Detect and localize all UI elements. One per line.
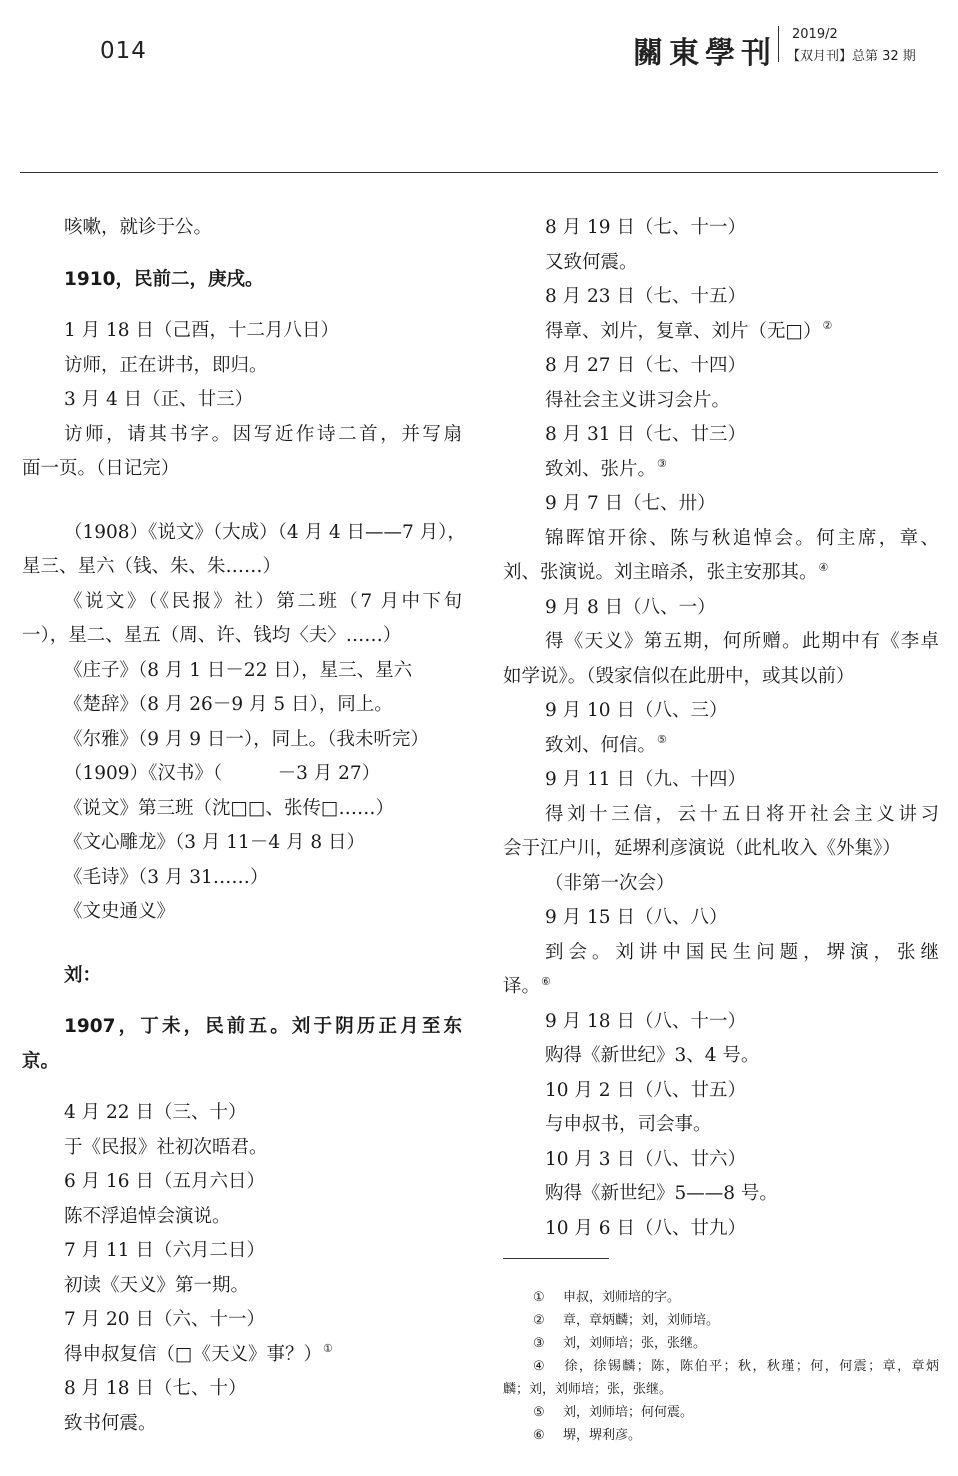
- text-line: 如学说》。（毁家信似在此册中，或其以前）: [503, 665, 855, 687]
- date-line: 7 月 20 日（六、十一）: [64, 1309, 265, 1330]
- text-line: [503, 556, 939, 591]
- course-line: （1908）《说文》（大成）（4 月 4 日——7 月），: [64, 521, 466, 543]
- course-line: 一），星二、星五（周、许、钱均〈夫〉……）: [22, 625, 402, 646]
- footnote-mark: ②: [533, 1313, 545, 1328]
- text-span: 得申叔复信（□《天义》事？）: [64, 1343, 322, 1365]
- text-line: 访师，请其书字。因写近作诗二首，并写扇: [64, 423, 462, 445]
- footnote-text: 刘，刘师培；何何震。: [563, 1405, 694, 1420]
- footnote-text: 堺，堺利彦。: [563, 1428, 642, 1443]
- footnote-ref: ③: [657, 457, 667, 471]
- footnote-text: 徐，徐锡麟；陈，陈伯平；秋，秋瑾；何，何震；章，章炳: [563, 1359, 939, 1374]
- text-line: [503, 453, 939, 488]
- course-line: 《说文》（《民报》社）第二班（7 月中下旬: [64, 590, 462, 612]
- text-span: 译。: [503, 976, 541, 997]
- footnote-mark: ⑥: [533, 1428, 545, 1443]
- text-line: 购得《新世纪》5——8 号。: [545, 1183, 778, 1204]
- date-line: 9 月 10 日（八、三）: [545, 700, 728, 721]
- text-span: 刘、张演说。刘主暗杀，张主安那其。: [503, 562, 818, 583]
- footnote-mark: ④: [533, 1359, 545, 1374]
- date-line: 9 月 18 日（八、十一）: [545, 1010, 746, 1032]
- footnote-mark: ①: [533, 1290, 545, 1305]
- date-line: 3 月 4 日（正、廿三）: [64, 389, 254, 410]
- text-span: 致刘、何信。: [545, 734, 657, 756]
- issue-year: 2019/2: [792, 27, 838, 42]
- text-line: 面一页。（日记完）: [22, 458, 180, 479]
- header-rule: [20, 172, 938, 173]
- text-line: 陈不浮追悼会演说。: [64, 1205, 231, 1227]
- date-line: 8 月 23 日（七、十五）: [545, 286, 746, 307]
- footnote-ref: ①: [322, 1342, 333, 1356]
- footnote: [503, 1309, 939, 1332]
- header-divider: [778, 26, 779, 62]
- date-line: 8 月 31 日（七、廿三）: [545, 424, 746, 445]
- footnote-ref: ⑥: [541, 974, 551, 988]
- date-line: 9 月 7 日（七、卅）: [545, 493, 716, 514]
- text-line: [503, 315, 939, 350]
- text-line: [22, 1338, 462, 1373]
- text-line: 得《天义》第五期，何所赠。此期中有《李卓: [545, 631, 939, 652]
- course-line: 《尔雅》（9 月 9 日一），同上。（我未听完）: [64, 728, 429, 750]
- footnote-text: 刘，刘师培；张，张继。: [563, 1336, 707, 1351]
- left-column: [22, 211, 466, 1441]
- footnotes: [503, 1286, 939, 1447]
- course-line: 星三、星六（钱、朱、朱……）: [22, 556, 282, 577]
- date-line: 9 月 8 日（八、一）: [545, 596, 716, 618]
- date-line: 1 月 18 日（己酉，十二月八日）: [64, 320, 339, 341]
- text-line: 锦晖馆开徐、陈与秋追悼会。何主席，章、: [545, 527, 939, 549]
- text-line: 于《民报》社初次晤君。: [64, 1136, 268, 1158]
- text-span: 得章、刘片，复章、刘片（无□）: [545, 320, 822, 342]
- text-line: 访师，正在讲书，即归。: [64, 354, 268, 376]
- page-number: 014: [100, 38, 147, 64]
- footnote-rule: [503, 1258, 609, 1259]
- footnote: [503, 1355, 939, 1378]
- date-line: 7 月 11 日（六月二日）: [64, 1240, 265, 1261]
- text-line: 到会。刘讲中国民生问题，堺演，张继: [545, 941, 939, 963]
- footnote: [503, 1286, 939, 1309]
- text-line: （非第一次会）: [545, 872, 675, 894]
- course-line: （1909）《汉书》（ －3 月 27）: [64, 763, 381, 784]
- footnote-continuation: 麟；刘，刘师培；张，张继。: [503, 1382, 673, 1397]
- footnote: [503, 1424, 939, 1447]
- text-line: 购得《新世纪》3、4 号。: [545, 1045, 760, 1066]
- section-heading: 刘：: [64, 964, 102, 986]
- footnote-ref: ⑤: [657, 733, 667, 747]
- date-line: 4 月 22 日（三、十）: [64, 1102, 247, 1123]
- date-line: 6 月 16 日（五月六日）: [64, 1171, 265, 1192]
- text-line: 又致何震。: [545, 251, 638, 273]
- text-line: [503, 729, 939, 764]
- date-line: 10 月 3 日（八、廿六）: [545, 1148, 746, 1170]
- course-line: 《说文》第三班（沈□□、张传□……）: [64, 797, 394, 819]
- date-line: 10 月 2 日（八、廿五）: [545, 1079, 746, 1101]
- text-span: 致刘、张片。: [545, 458, 657, 480]
- text-line: 与申叔书，司会事。: [545, 1114, 712, 1135]
- footnote: [503, 1332, 939, 1355]
- date-line: 8 月 19 日（七、十一）: [545, 217, 746, 238]
- course-line: 《楚辞》（8 月 26－9 月 5 日），同上。: [64, 694, 393, 715]
- date-line: 8 月 27 日（七、十四）: [545, 355, 746, 376]
- footnote-text: 申叔，刘师培的字。: [563, 1290, 681, 1305]
- section-heading: 1907，丁未，民前五。刘于阴历正月至东: [64, 1016, 462, 1037]
- footnote-ref: ②: [822, 319, 833, 333]
- section-heading: 1910，民前二，庚戌。: [64, 268, 264, 290]
- date-line: 9 月 15 日（八、八）: [545, 907, 728, 928]
- text-line: 致书何震。: [64, 1412, 157, 1434]
- text-line: 会于江户川，延堺利彦演说（此札收入《外集》）: [503, 838, 901, 859]
- text-line: 得刘十三信，云十五日将开社会主义讲习: [545, 803, 939, 825]
- course-line: 《文史通义》: [64, 901, 176, 922]
- footnote-ref: ④: [818, 560, 829, 574]
- issue-info: 【双月刊】总第 32 期: [787, 49, 916, 64]
- course-line: 《毛诗》（3 月 31……）: [64, 866, 269, 888]
- right-column: [503, 211, 939, 1246]
- footnote-mark: ③: [533, 1336, 545, 1351]
- section-heading: 京。: [22, 1050, 60, 1072]
- footnote-mark: ⑤: [533, 1405, 545, 1420]
- text-line: 咳嗽，就诊于公。: [64, 217, 213, 238]
- course-line: 《文心雕龙》（3 月 11－4 月 8 日）: [64, 832, 366, 853]
- course-line: 《庄子》（8 月 1 日－22 日），星三、星六: [64, 659, 413, 681]
- text-line: 得社会主义讲习会片。: [545, 389, 731, 411]
- text-line: [503, 970, 939, 1005]
- date-line: 10 月 6 日（八、廿九）: [545, 1217, 746, 1239]
- footnote-text: 章，章炳麟；刘，刘师培。: [563, 1313, 720, 1328]
- date-line: 8 月 18 日（七、十）: [64, 1378, 247, 1399]
- footnote: [503, 1401, 939, 1424]
- date-line: 9 月 11 日（九、十四）: [545, 769, 746, 790]
- journal-title: 關東學刊: [633, 36, 777, 71]
- text-line: 初读《天义》第一期。: [64, 1274, 250, 1296]
